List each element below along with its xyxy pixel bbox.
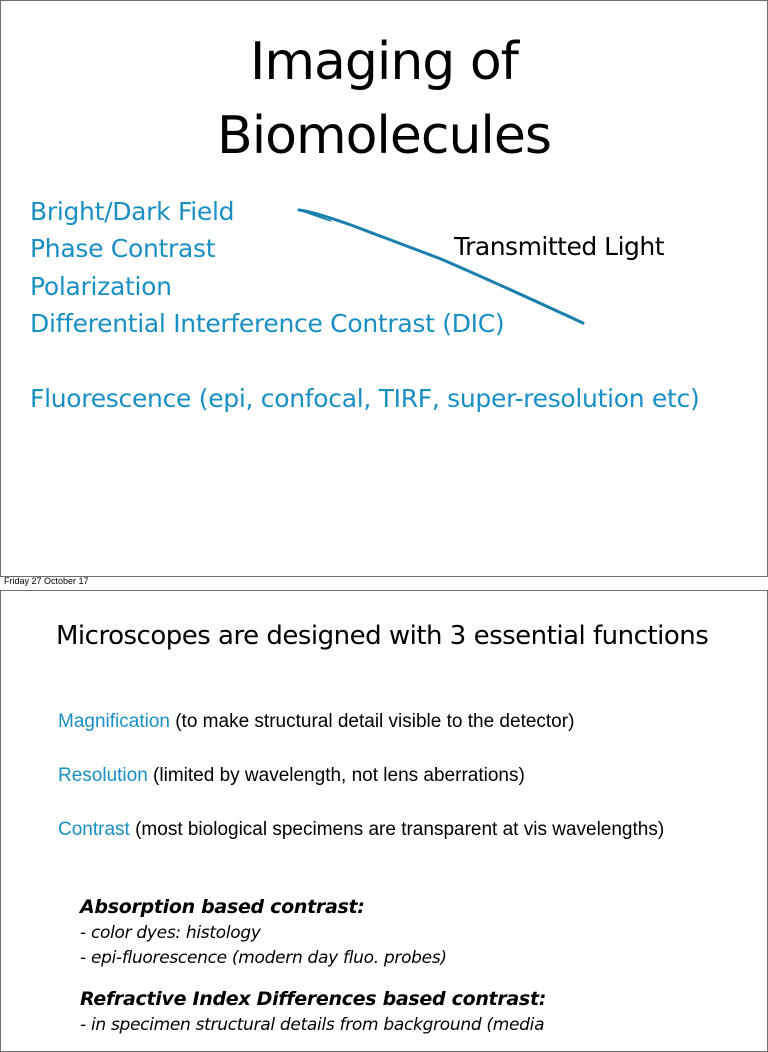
- list-item-phase-contrast: Phase Contrast: [30, 234, 216, 263]
- function-desc: (to make structural detail visible to the detector): [169, 711, 575, 732]
- slide-title-line-2: Biomolecules: [217, 106, 551, 166]
- list-item-bright-dark-field: Bright/Dark Field: [30, 197, 235, 226]
- function-desc: (most biological specimens are transparent at vis wavelengths): [129, 819, 665, 840]
- slide-footer-date: Friday 27 October 17: [4, 576, 89, 586]
- absorption-item: - epi-fluorescence (modern day fluo. probes): [80, 948, 447, 968]
- slide-2-title: Microscopes are designed with 3 essential functions: [56, 621, 709, 651]
- function-term: Resolution: [58, 765, 148, 786]
- slide-2: [0, 590, 768, 1052]
- refractive-heading: Refractive Index Differences based contrast:: [80, 988, 547, 1010]
- bracket-line-icon: [291, 201, 591, 331]
- function-contrast: [58, 819, 664, 841]
- list-item-polarization: Polarization: [30, 272, 172, 301]
- list-item-fluorescence: Fluorescence (epi, confocal, TIRF, super-resolution etc): [30, 384, 700, 413]
- function-resolution: [58, 765, 525, 787]
- function-term: Contrast: [58, 819, 130, 840]
- transmitted-light-label: Transmitted Light: [454, 232, 665, 261]
- absorption-heading: Absorption based contrast:: [80, 896, 365, 918]
- slide-title-line-1: Imaging of: [250, 32, 518, 92]
- function-desc: (limited by wavelength, not lens aberrations): [147, 765, 525, 786]
- refractive-item: - in specimen structural details from background (media: [80, 1015, 545, 1035]
- absorption-item: - color dyes: histology: [80, 923, 261, 943]
- list-item-dic: Differential Interference Contrast (DIC): [30, 309, 505, 338]
- function-term: Magnification: [58, 711, 170, 732]
- function-magnification: [58, 711, 574, 733]
